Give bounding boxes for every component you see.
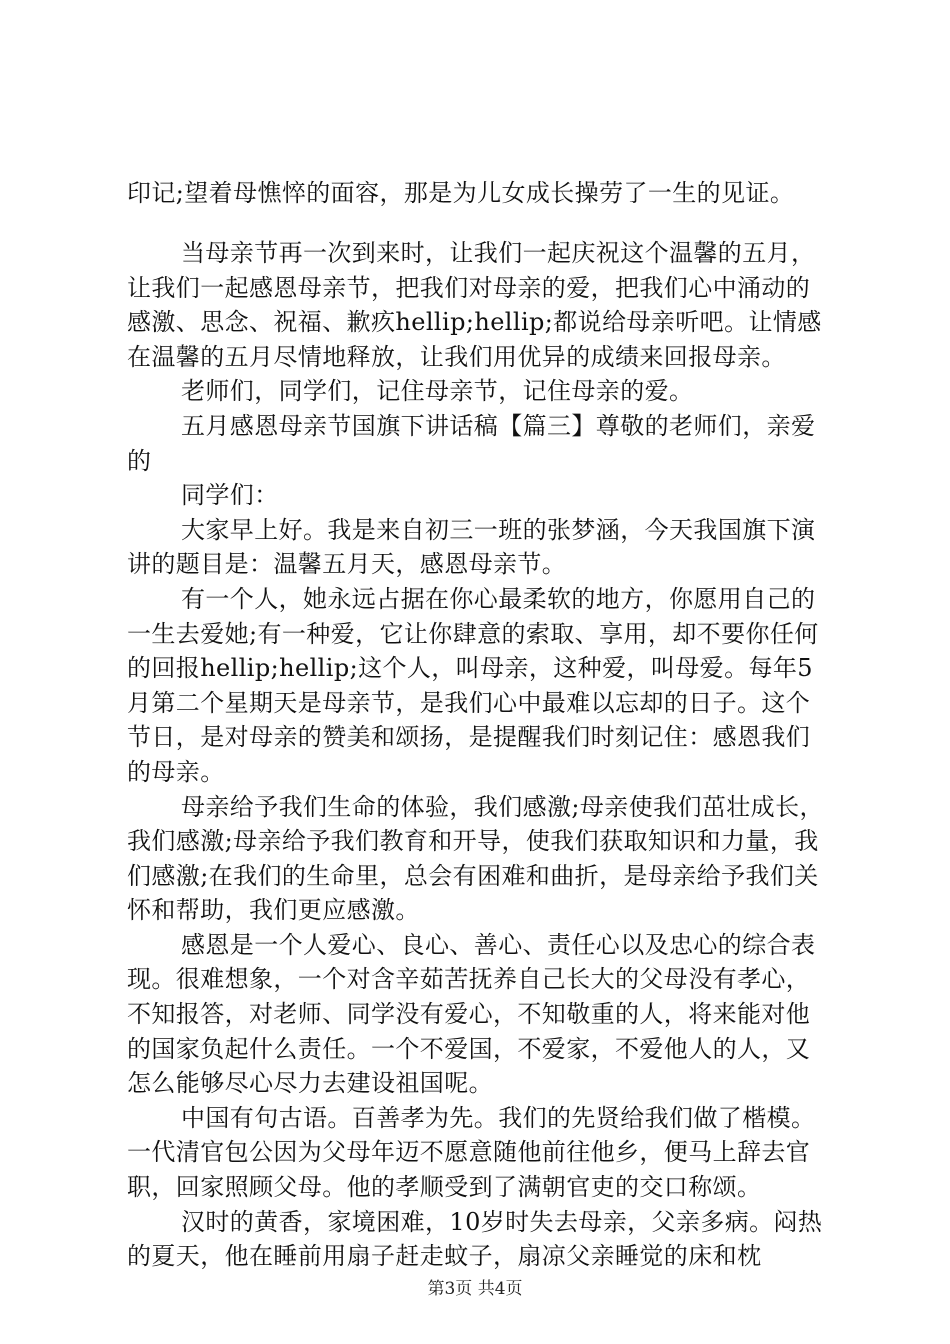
paragraph: 中国有句古语。百善孝为先。我们的先贤给我们做了楷模。一代清官包公因为父母年迈不愿意随他前往他乡，便马上辞去官职，回家照顾父母。他的孝顺受到了满朝官吏的交口称颂。 <box>127 1103 816 1202</box>
paragraph-continuation: 印记;望着母憔悴的面容，那是为儿女成长操劳了一生的见证。 <box>127 179 795 207</box>
paragraph: 大家早上好。我是来自初三一班的张梦涵，今天我国旗下演讲的题目是：温馨五月天，感恩母亲节。 <box>127 515 816 579</box>
paragraph: 老师们，同学们，记住母亲节，记住母亲的爱。 <box>181 377 694 406</box>
paragraph: 母亲给予我们生命的体验，我们感激;母亲使我们茁壮成长，我们感激;母亲给予我们教育和开导，使我们获取知识和力量，我们感激;在我们的生命里，总会有困难和曲折，是母亲给予我们关怀和帮助，我们更应感激。 <box>127 792 824 925</box>
document-lead-line <box>127 176 827 211</box>
paragraph: 感恩是一个人爱心、良心、善心、责任心以及忠心的综合表现。很难想象，一个对含辛茹苦抚养自己长大的父母没有孝心，不知报答，对老师、同学没有爱心，不知敬重的人，将来能对他的国家负起什么责任。一个不爱国，不爱家，不爱他人的人，又怎么能够尽心尽力去建设祖国呢。 <box>127 930 816 1098</box>
section-heading-paragraph: 五月感恩母亲节国旗下讲话稿【篇三】尊敬的老师们，亲爱的 <box>127 411 816 475</box>
salutation: 同学们： <box>181 481 279 510</box>
paragraph: 有一个人，她永远占据在你心最柔软的地方，你愿用自己的一生去爱她;有一种爱，它让你肆意的索取、享用，却不要你任何的回报hellip;hellip;这个人，叫母亲，这种爱，叫母爱。每年5月第二个星期天是母亲节，是我们心中最难以忘却的日子。这个节日，是对母亲的赞美和颂扬，是提醒我们时刻记住：感恩我们的母亲。 <box>127 584 819 786</box>
paragraph: 当母亲节再一次到来时，让我们一起庆祝这个温馨的五月，让我们一起感恩母亲节，把我们对母亲的爱，把我们心中涌动的感激、思念、祝福、歉疚hellip;hellip;都说给母亲听吧。让情感在温馨的五月尽情地释放，让我们用优异的成绩来回报母亲。 <box>127 239 822 371</box>
page-indicator: 第3页 共4页 <box>427 1279 523 1299</box>
paragraph: 汉时的黄香，家境困难，10岁时失去母亲，父亲多病。闷热的夏天，他在睡前用扇子赶走蚊子，扇凉父亲睡觉的床和枕 <box>127 1207 823 1271</box>
document-body <box>127 236 827 1274</box>
page-footer <box>0 1277 950 1301</box>
